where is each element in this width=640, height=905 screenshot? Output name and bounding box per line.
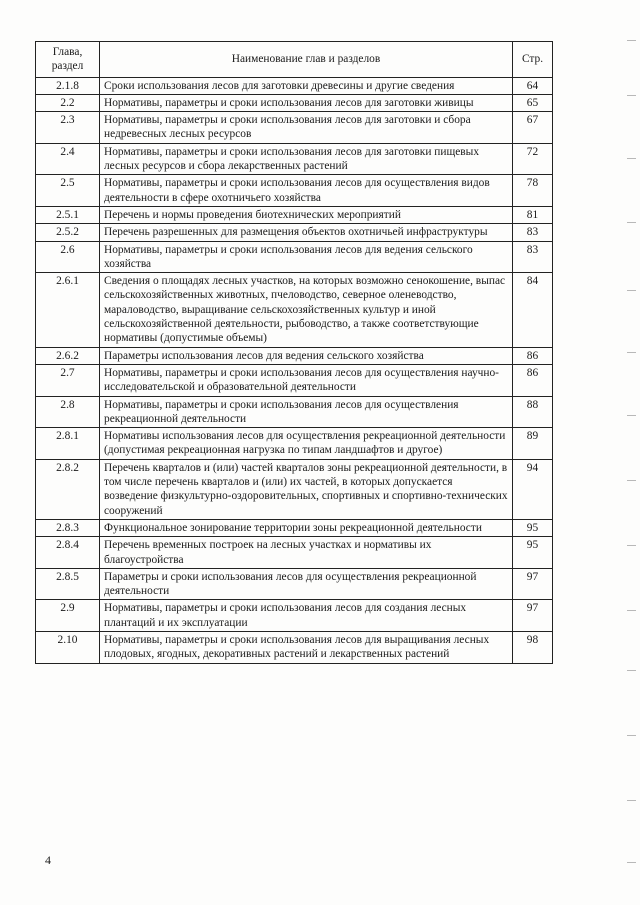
table-row [36,273,553,347]
page-ref: 84 [513,273,553,347]
section-title: Перечень и нормы проведения биотехнических мероприятий [100,206,513,223]
section-number: 2.8.5 [36,568,100,600]
section-title: Нормативы использования лесов для осуществления рекреационной деятельности (допустимая рекреационная нагрузка по типам ландшафтов и другое) [100,428,513,460]
table-row [36,206,553,223]
page-ref: 78 [513,175,553,207]
page-ref: 94 [513,459,553,519]
section-number: 2.5.1 [36,206,100,223]
page-ref: 95 [513,519,553,536]
section-title: Параметры использования лесов для ведения сельского хозяйства [100,347,513,364]
section-title: Перечень разрешенных для размещения объектов охотничьей инфраструктуры [100,224,513,241]
page-ref: 83 [513,224,553,241]
section-number: 2.3 [36,112,100,144]
section-number: 2.6.2 [36,347,100,364]
section-title: Функциональное зонирование территории зоны рекреационной деятельности [100,519,513,536]
table-row [36,396,553,428]
section-number: 2.8.3 [36,519,100,536]
page-ref: 97 [513,600,553,632]
contents-body [36,77,553,663]
section-number: 2.10 [36,631,100,663]
page-ref: 86 [513,347,553,364]
header-page: Стр. [513,42,553,78]
section-title: Сроки использования лесов для заготовки древесины и другие сведения [100,77,513,94]
section-title: Сведения о площадях лесных участков, на которых возможно сенокошение, выпас сельскохозяйственных животных, пчеловодство, северное оленеводство, мараловодство, выращивание сельскохозяйственных культур и иной сельскохозяйственной деятельности, рыбоводство, а также соответствующие нормативы (допустимые объемы) [100,273,513,347]
section-title: Нормативы, параметры и сроки использования лесов для заготовки пищевых лесных ресурсов и сбора лекарственных растений [100,143,513,175]
header-chapter: Глава, раздел [36,42,100,78]
page-ref: 65 [513,94,553,111]
section-number: 2.5.2 [36,224,100,241]
page-ref: 98 [513,631,553,663]
section-number: 2.8.4 [36,537,100,569]
section-number: 2.7 [36,364,100,396]
table-row [36,631,553,663]
page-ref: 97 [513,568,553,600]
section-title: Перечень временных построек на лесных участках и нормативы их благоустройства [100,537,513,569]
section-title: Нормативы, параметры и сроки использования лесов для осуществления научно-исследовательской и образовательной деятельности [100,364,513,396]
page-ref: 83 [513,241,553,273]
page-ref: 72 [513,143,553,175]
section-number: 2.6.1 [36,273,100,347]
page-ref: 95 [513,537,553,569]
page-ref: 89 [513,428,553,460]
section-title: Параметры и сроки использования лесов для осуществления рекреационной деятельности [100,568,513,600]
section-number: 2.8.1 [36,428,100,460]
scan-edge-marks [622,0,640,905]
header-row [36,42,553,78]
section-title: Нормативы, параметры и сроки использования лесов для осуществления рекреационной деятельности [100,396,513,428]
page-ref: 64 [513,77,553,94]
section-number: 2.2 [36,94,100,111]
section-title: Нормативы, параметры и сроки использования лесов для заготовки живицы [100,94,513,111]
table-row [36,600,553,632]
table-row [36,112,553,144]
header-name: Наименование глав и разделов [100,42,513,78]
table-row [36,94,553,111]
table-row [36,428,553,460]
section-number: 2.8 [36,396,100,428]
table-row [36,568,553,600]
section-number: 2.1.8 [36,77,100,94]
table-row [36,224,553,241]
section-title: Нормативы, параметры и сроки использования лесов для заготовки и сбора недревесных лесных ресурсов [100,112,513,144]
section-title: Перечень кварталов и (или) частей кварталов зоны рекреационной деятельности, в том числе перечень кварталов и (или) их частей, в которых допускается возведение физкультурно-оздоровительных, спортивных и спортивно-технических сооружений [100,459,513,519]
section-number: 2.5 [36,175,100,207]
table-row [36,519,553,536]
table-row [36,175,553,207]
table-row [36,459,553,519]
table-row [36,77,553,94]
page-number: 4 [45,853,51,867]
table-row [36,143,553,175]
section-number: 2.8.2 [36,459,100,519]
section-title: Нормативы, параметры и сроки использования лесов для создания лесных плантаций и их эксплуатации [100,600,513,632]
section-title: Нормативы, параметры и сроки использования лесов для ведения сельского хозяйства [100,241,513,273]
contents-table [35,41,553,664]
section-number: 2.9 [36,600,100,632]
table-row [36,241,553,273]
page-ref: 88 [513,396,553,428]
section-number: 2.4 [36,143,100,175]
page-ref: 67 [513,112,553,144]
section-title: Нормативы, параметры и сроки использования лесов для выращивания лесных плодовых, ягодных, декоративных растений и лекарственных растений [100,631,513,663]
section-number: 2.6 [36,241,100,273]
section-title: Нормативы, параметры и сроки использования лесов для осуществления видов деятельности в сфере охотничьего хозяйства [100,175,513,207]
table-row [36,364,553,396]
page-ref: 86 [513,364,553,396]
table-row [36,537,553,569]
table-row [36,347,553,364]
page-ref: 81 [513,206,553,223]
